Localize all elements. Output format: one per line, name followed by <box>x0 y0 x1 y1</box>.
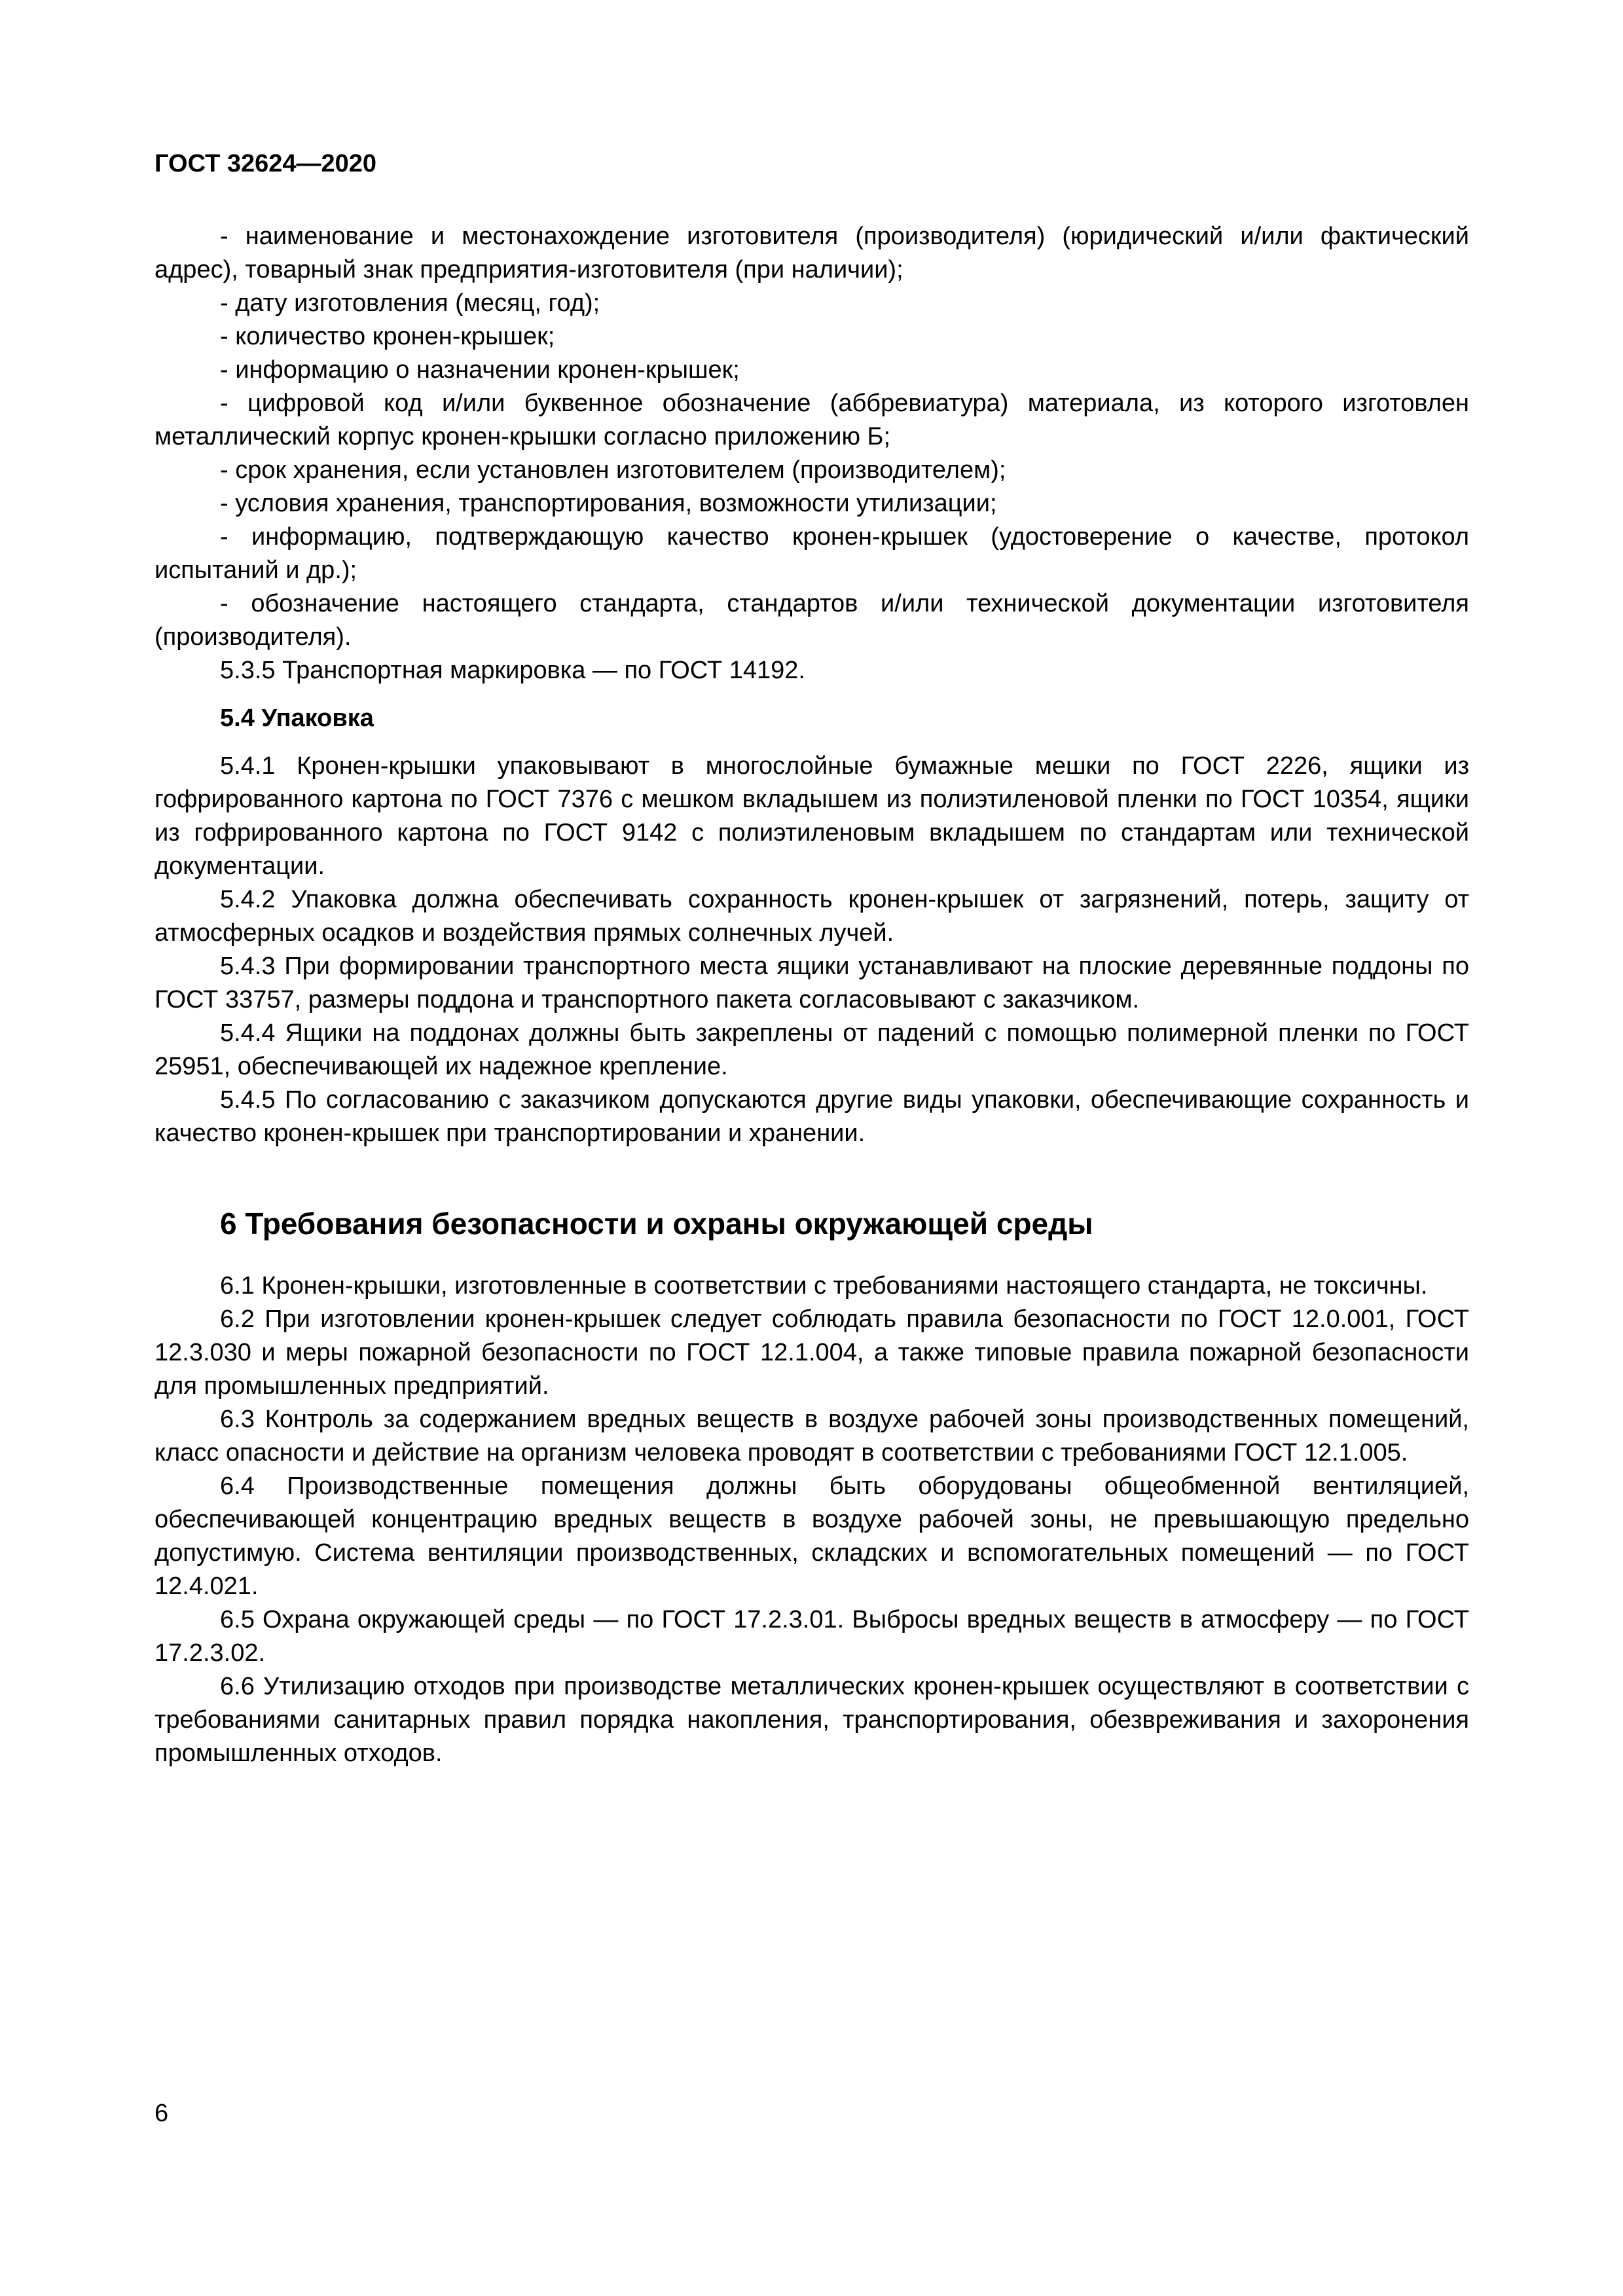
list-item-quantity: - количество кронен-крышек; <box>220 323 555 350</box>
clause-6-3: 6.3 Контроль за содержанием вредных веществ в воздухе рабочей зоны производственных помещений, класс опасности и действие на организм человека проводят в соответствии с требованиями ГОСТ 12.1.005. <box>155 1406 1469 1467</box>
subsection-title-5-4: 5.4 Упаковка <box>220 704 374 732</box>
clause-5-4-4: 5.4.4 Ящики на поддонах должны быть закреплены от падений с помощью полимерной пленки по ГОСТ 25951, обеспечивающей их надежное крепление. <box>155 1019 1469 1080</box>
list-item-quality-info: - информацию, подтверждающую качество кронен-крышек (удостоверение о качестве, протокол испытаний и др.); <box>155 523 1469 584</box>
clause-5-4-3: 5.4.3 При формировании транспортного места ящики устанавливают на плоские деревянные поддоны по ГОСТ 33757, размеры поддона и транспортного пакета согласовывают с заказчиком. <box>155 953 1469 1013</box>
page-body <box>155 220 1469 1770</box>
clause-6-2: 6.2 При изготовлении кронен-крышек следует соблюдать правила безопасности по ГОСТ 12.0.001, ГОСТ 12.3.030 и меры пожарной безопасности по ГОСТ 12.1.004, а также типовые правила пожарной безопасности для промышленных предприятий. <box>155 1305 1469 1400</box>
clause-6-5: 6.5 Охрана окружающей среды — по ГОСТ 17.2.3.01. Выбросы вредных веществ в атмосферу — по ГОСТ 17.2.3.02. <box>155 1606 1469 1667</box>
clause-5-4-2: 5.4.2 Упаковка должна обеспечивать сохранность кронен-крышек от загрязнений, потерь, защиту от атмосферных осадков и воздействия прямых солнечных лучей. <box>155 886 1469 947</box>
list-item-manufacturer: - наименование и местонахождение изготовителя (производителя) (юридический и/или фактический адрес), товарный знак предприятия-изготовителя (при наличии); <box>155 223 1469 283</box>
document-code-header: ГОСТ 32624—2020 <box>155 150 377 177</box>
clause-5-4-5: 5.4.5 По согласованию с заказчиком допускаются другие виды упаковки, обеспечивающие сохранность и качество кронен-крышек при транспортировании и хранении. <box>155 1086 1469 1147</box>
clause-5-4-1: 5.4.1 Кронен-крышки упаковывают в многослойные бумажные мешки по ГОСТ 2226, ящики из гофрированного картона по ГОСТ 7376 с мешком вкладышем из полиэтиленовой пленки по ГОСТ 10354, ящики из гофрированного картона по ГОСТ 9142 с полиэтиленовым вкладышем по стандартам или технической документации. <box>155 752 1469 880</box>
list-item-manufacture-date: - дату изготовления (месяц, год); <box>220 289 600 317</box>
clause-5-3-5: 5.3.5 Транспортная маркировка — по ГОСТ 14192. <box>220 657 805 684</box>
page-number: 6 <box>155 2100 169 2127</box>
list-item-material-code: - цифровой код и/или буквенное обозначение (аббревиатура) материала, из которого изготовлен металлический корпус кронен-крышки согласно приложению Б; <box>155 390 1469 450</box>
clause-6-1: 6.1 Кронен-крышки, изготовленные в соответствии с требованиями настоящего стандарта, не токсичны. <box>220 1272 1428 1300</box>
clause-6-6: 6.6 Утилизацию отходов при производстве металлических кронен-крышек осуществляют в соответствии с требованиями санитарных правил порядка накопления, транспортирования, обезвреживания и захоронения промышленных отходов. <box>155 1673 1469 1767</box>
list-item-storage-conditions: - условия хранения, транспортирования, возможности утилизации; <box>220 490 997 517</box>
list-item-shelf-life: - срок хранения, если установлен изготовителем (производителем); <box>220 456 1006 484</box>
clause-6-4: 6.4 Производственные помещения должны быть оборудованы общеобменной вентиляцией, обеспечивающей концентрацию вредных веществ в воздухе рабочей зоны, не превышающую предельно допустимую. Система вентиляции производственных, складских и вспомогательных помещений — по ГОСТ 12.4.021. <box>155 1472 1469 1600</box>
list-item-purpose: - информацию о назначении кронен-крышек; <box>220 356 740 384</box>
list-item-standard-designation: - обозначение настоящего стандарта, стандартов и/или технической документации изготовителя (производителя). <box>155 590 1469 651</box>
section-title-6: 6 Требования безопасности и охраны окружающей среды <box>220 1207 1093 1241</box>
